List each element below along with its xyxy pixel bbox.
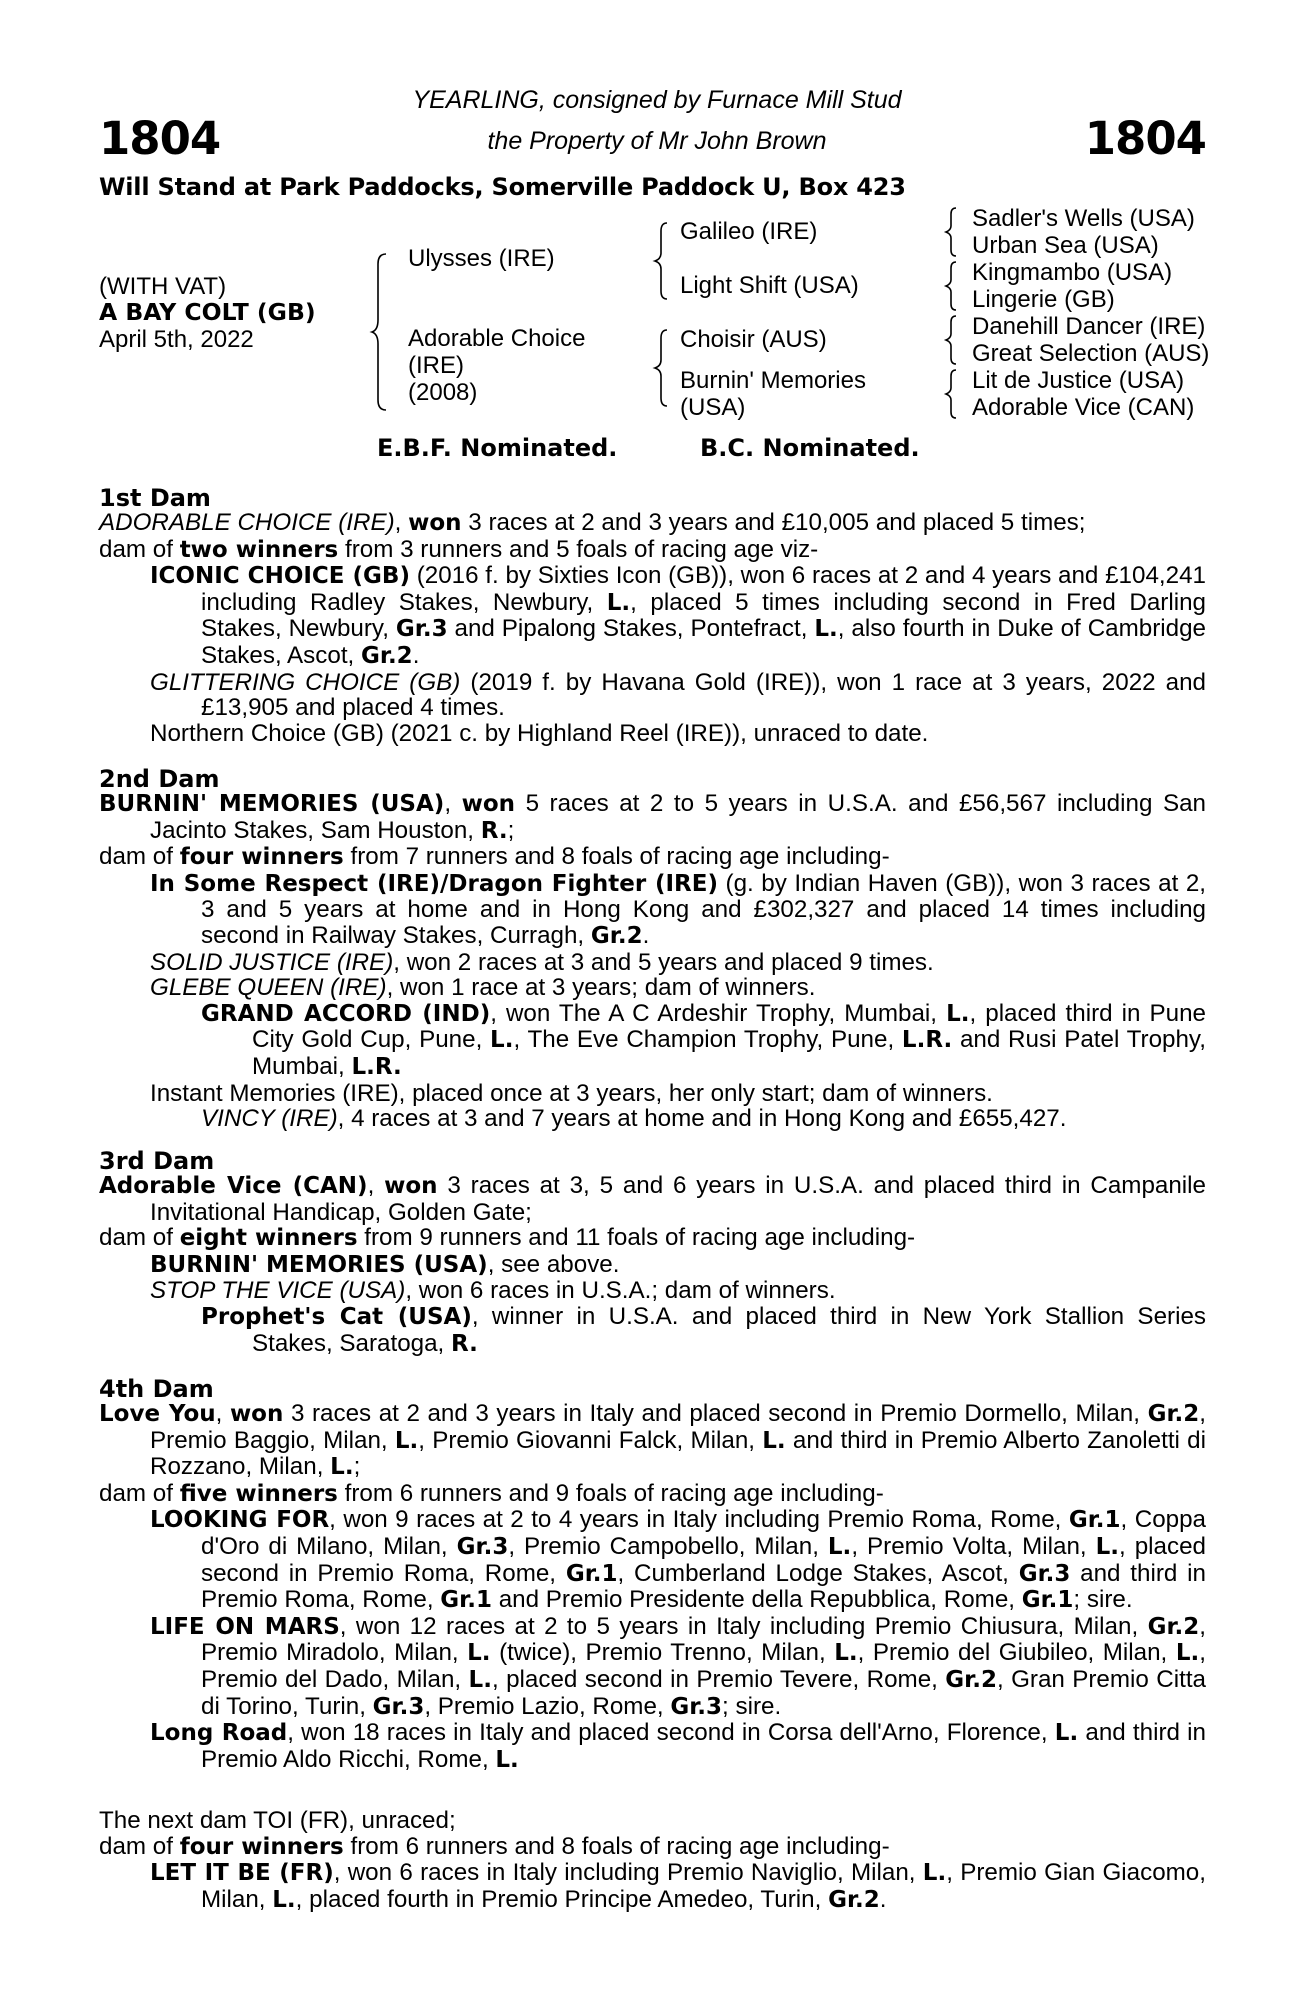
fourth-dam-heading: 4th Dam: [99, 1375, 214, 1403]
produce-life-on-mars: LIFE ON MARS, won 12 races at 2 to 5 years in Italy including Premio Chiusura, Milan, Gr.2, Premio Miradolo, Milan, L. (twice), Premio Trenno, Milan, L., Premio del Giubileo, Milan, L., Premio del Dado, Milan, L., placed second in Premio Tevere, Rome, Gr.2, Gran Premio Citta di Torino, Turin, Gr.3, Premio Lazio, Rome, Gr.3; sire.: [150, 1612, 1206, 1720]
stand-location: Will Stand at Park Paddocks, Somerville Paddock U, Box 423: [99, 173, 906, 201]
first-dam-record: ADORABLE CHOICE (IRE), won 3 races at 2 and 3 years and £10,005 and placed 5 times;: [99, 509, 1086, 536]
brace-dam: [655, 328, 671, 408]
brace-main: [372, 252, 392, 412]
produce-iconic-choice: ICONIC CHOICE (GB) (2016 f. by Sixties Icon (GB)), won 6 races at 2 and 4 years and £104,241 including Radley Stakes, Newbury, L., placed 5 times including second in Fred Darling Stakes, Newbury, Gr.3 and Pipalong Stakes, Pontefract, L., also fourth in Duke of Cambridge Stakes, Ascot, Gr.2.: [150, 562, 1207, 669]
brace-g3-3: [945, 314, 959, 366]
g3-kingmambo: Kingmambo (USA): [972, 259, 1173, 286]
first-dam-heading: 1st Dam: [99, 484, 211, 512]
next-dam-produce-summary: dam of four winners from 6 runners and 8 foals of racing age including-: [99, 1832, 890, 1860]
horse-name: A BAY COLT (GB): [99, 298, 316, 326]
bc-nomination: B.C. Nominated.: [700, 434, 920, 462]
second-dam-heading: 2nd Dam: [99, 765, 220, 793]
first-dam-produce-summary: dam of two winners from 3 runners and 5 foals of racing age viz-: [99, 535, 819, 563]
dam-name-line1: Adorable Choice: [408, 325, 586, 352]
dam-dam-line1: Burnin' Memories: [680, 367, 866, 394]
sire-name: Ulysses (IRE): [408, 245, 555, 272]
lot-number-left: 1804: [99, 112, 221, 165]
foaling-date: April 5th, 2022: [99, 326, 254, 353]
third-dam-heading: 3rd Dam: [99, 1147, 215, 1175]
lot-number-right: 1804: [1084, 112, 1206, 165]
second-dam-produce-summary: dam of four winners from 7 runners and 8 foals of racing age including-: [99, 843, 890, 871]
next-dam-record: The next dam TOI (FR), unraced;: [99, 1807, 456, 1834]
g3-danehill-dancer: Danehill Dancer (IRE): [972, 313, 1206, 340]
consignment-line: YEARLING, consigned by Furnace Mill Stud: [412, 86, 902, 114]
dam-sire: Choisir (AUS): [680, 326, 827, 353]
grandproduce-prophets-cat: Prophet's Cat (USA), winner in U.S.A. and placed third in New York Stallion Series Stakes, Saratoga, R.: [201, 1302, 1206, 1357]
g3-lit-de-justice: Lit de Justice (USA): [972, 367, 1185, 394]
produce-instant-memories: Instant Memories (IRE), placed once at 3 years, her only start; dam of winners.: [150, 1079, 993, 1107]
g3-urban-sea: Urban Sea (USA): [972, 232, 1159, 259]
dam-name-line2: (IRE): [408, 352, 464, 379]
produce-solid-justice: SOLID JUSTICE (IRE), won 2 races at 3 and 5 years and placed 9 times.: [150, 948, 934, 976]
fourth-dam-section: [99, 1401, 1206, 1773]
produce-looking-for: LOOKING FOR, won 9 races at 2 to 4 years in Italy including Premio Roma, Rome, Gr.1, Coppa d'Oro di Milano, Milan, Gr.3, Premio Campobello, Milan, L., Premio Volta, Milan, L., placed second in Premio Roma, Rome, Gr.1, Cumberland Lodge Stakes, Ascot, Gr.3 and third in Premio Roma, Rome, Gr.1 and Premio Presidente della Repubblica, Rome, Gr.1; sire.: [150, 1506, 1206, 1614]
produce-glebe-queen: GLEBE QUEEN (IRE), won 1 race at 3 years; dam of winners.: [150, 974, 816, 1002]
second-dam-record: BURNIN' MEMORIES (USA), won 5 races at 2 to 5 years in U.S.A. and £56,567 including San Jacinto Stakes, Sam Houston, R.;: [99, 790, 1206, 844]
g3-adorable-vice: Adorable Vice (CAN): [972, 394, 1195, 421]
next-dam-section: [99, 1808, 1206, 1913]
dam-dam-line2: (USA): [680, 394, 746, 421]
produce-stop-the-vice: STOP THE VICE (USA), won 6 races in U.S.A.; dam of winners.: [150, 1277, 836, 1305]
brace-g3-2: [945, 260, 959, 312]
second-dam-section: [99, 791, 1206, 1132]
produce-in-some-respect: In Some Respect (IRE)/Dragon Fighter (IRE) (g. by Indian Haven (GB)), won 3 races at 2, 3 and 5 years at home and in Hong Kong and £302,327 and placed 14 times including second in Railway Stakes, Curragh, Gr.2.: [150, 869, 1206, 949]
grandproduce-vincy: VINCY (IRE), 4 races at 3 and 7 years at home and in Hong Kong and £655,427.: [201, 1105, 1067, 1133]
sire-dam: Light Shift (USA): [680, 272, 859, 299]
first-dam-section: [99, 510, 1206, 746]
dam-foaling-year: (2008): [408, 379, 478, 406]
produce-let-it-be: LET IT BE (FR), won 6 races in Italy including Premio Naviglio, Milan, L., Premio Gian Giacomo, Milan, L., placed fourth in Premio Principe Amedeo, Turin, Gr.2.: [150, 1859, 1206, 1913]
ebf-nomination: E.B.F. Nominated.: [377, 434, 618, 462]
g3-great-selection: Great Selection (AUS): [972, 340, 1210, 367]
third-dam-section: [99, 1173, 1206, 1357]
third-dam-record: Adorable Vice (CAN), won 3 races at 3, 5 and 6 years in U.S.A. and placed third in Campanile Invitational Handicap, Golden Gate;: [99, 1172, 1207, 1226]
third-dam-produce-summary: dam of eight winners from 9 runners and 11 foals of racing age including-: [99, 1224, 916, 1252]
brace-sire: [655, 221, 671, 301]
brace-g3-1: [945, 206, 959, 258]
g3-sadlers-wells: Sadler's Wells (USA): [972, 205, 1195, 232]
fourth-dam-produce-summary: dam of five winners from 6 runners and 9 foals of racing age including-: [99, 1479, 884, 1507]
produce-glittering-choice: GLITTERING CHOICE (GB) (2019 f. by Havana Gold (IRE)), won 1 race at 3 years, 2022 and £13,905 and placed 4 times.: [150, 668, 1206, 722]
produce-long-road: Long Road, won 18 races in Italy and placed second in Corsa dell'Arno, Florence, L. and third in Premio Aldo Ricchi, Rome, L.: [150, 1719, 1206, 1773]
sire-sire: Galileo (IRE): [680, 218, 818, 245]
produce-burnin-memories: BURNIN' MEMORIES (USA), see above.: [150, 1250, 620, 1278]
g3-lingerie: Lingerie (GB): [972, 286, 1115, 313]
grandproduce-grand-accord: GRAND ACCORD (IND), won The A C Ardeshir Trophy, Mumbai, L., placed third in Pune City Gold Cup, Pune, L., The Eve Champion Trophy, Pune, L.R. and Rusi Patel Trophy, Mumbai, L.R.: [201, 999, 1206, 1080]
produce-northern-choice: Northern Choice (GB) (2021 c. by Highland Reel (IRE)), unraced to date.: [150, 719, 929, 747]
vat-note: (WITH VAT): [99, 273, 227, 300]
brace-g3-4: [945, 368, 959, 420]
fourth-dam-record: Love You, won 3 races at 2 and 3 years in Italy and placed second in Premio Dormello, Milan, Gr.2, Premio Baggio, Milan, L., Premio Giovanni Falck, Milan, L. and third in Premio Alberto Zanoletti di Rozzano, Milan, L.;: [99, 1400, 1206, 1481]
property-line: the Property of Mr John Brown: [487, 127, 827, 155]
